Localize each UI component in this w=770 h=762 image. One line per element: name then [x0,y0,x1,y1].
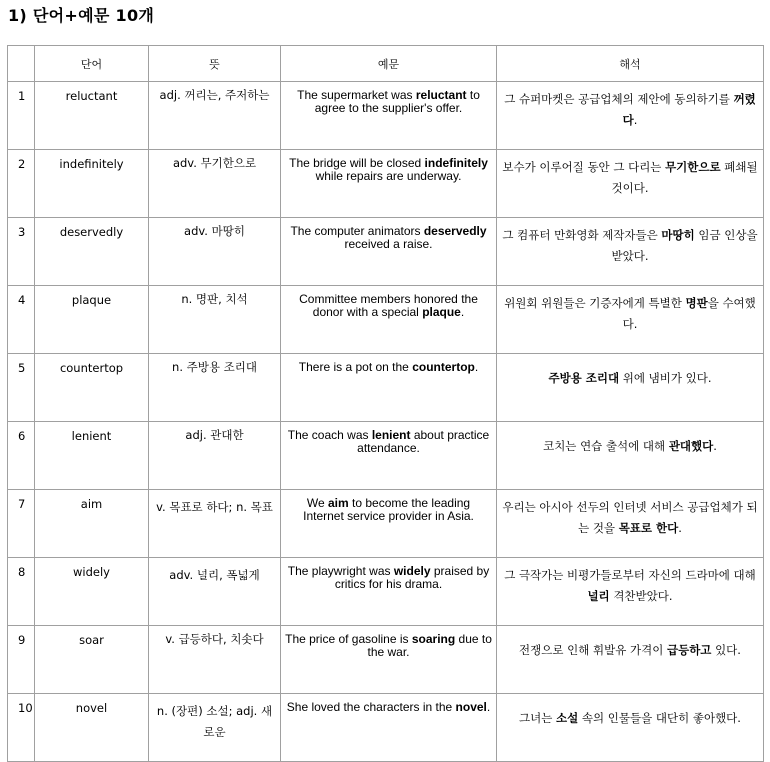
sentence-segment: 위원회 위원들은 기증자에게 특별한 [504,296,686,310]
meaning-text: adj. 관대한 [185,428,244,442]
sentence-segment: 그 극작가는 비평가들로부터 자신의 드라마에 대해 [504,568,756,582]
translation-cell [497,82,764,150]
row-number: 6 [8,422,35,490]
sentence-segment: while repairs are underway. [315,169,462,183]
header-word: 단어 [35,46,149,82]
meaning-cell [149,490,281,558]
sentence-segment: 코치는 연습 출석에 대해 [543,439,669,453]
highlighted-term: widely [393,564,431,578]
example-text [285,429,492,455]
example-text [285,701,492,714]
sentence-segment: 폐쇄될 것이다. [611,160,758,195]
sentence-segment: 우리는 아시아 선두의 인터넷 서비스 공급업체가 되는 것을 [502,500,758,535]
row-number: 2 [8,150,35,218]
translation-cell [497,218,764,286]
sentence-segment: about practice attendance. [357,428,490,455]
meaning-cell [149,286,281,354]
sentence-segment: . [486,700,491,714]
highlighted-term: 주방용 조리대 [548,371,620,385]
row-number: 10 [8,694,35,762]
header-meaning: 뜻 [149,46,281,82]
translation-text [501,89,759,131]
translation-text [501,708,759,729]
meaning-text: adv. 널리, 폭넓게 [169,568,260,582]
translation-cell [497,354,764,422]
example-cell [281,286,497,354]
word-text: lenient [71,429,112,443]
table-row [8,626,764,694]
meaning-text: n. 주방용 조리대 [172,360,257,374]
highlighted-term: 목표로 한다 [618,521,679,535]
example-text [285,361,492,374]
sentence-segment: 위에 냄비가 있다. [619,371,712,385]
highlighted-term: soaring [411,632,456,646]
example-text [285,89,492,115]
sentence-segment: The bridge will be closed [289,156,425,170]
translation-text [501,436,759,457]
sentence-segment: The playwright was [287,564,394,578]
word-text: widely [73,565,110,579]
meaning-text: v. 급등하다, 치솟다 [165,632,264,646]
sentence-segment: 격찬받았다. [609,589,673,603]
highlighted-term: reluctant [415,88,467,102]
word-cell [35,82,149,150]
word-cell [35,626,149,694]
meaning-cell [149,558,281,626]
meaning-cell [149,150,281,218]
translation-cell [497,422,764,490]
sentence-segment: received a raise. [344,237,433,251]
row-number: 3 [8,218,35,286]
meaning-cell [149,422,281,490]
translation-text [501,293,759,335]
sentence-segment: . [678,521,682,535]
sentence-segment: The coach was [287,428,372,442]
sentence-segment: . [474,360,479,374]
translation-cell [497,490,764,558]
highlighted-term: 소설 [556,711,579,725]
example-cell [281,354,497,422]
translation-text [501,157,759,199]
sentence-segment: The computer animators [290,224,424,238]
word-text: aim [80,497,103,511]
row-number: 1 [8,82,35,150]
word-cell [35,558,149,626]
word-cell [35,218,149,286]
sentence-segment: to become the leading Internet service provider in Asia. [303,496,474,523]
table-row [8,150,764,218]
word-text: novel [75,701,108,715]
highlighted-term: 급등하고 [666,643,712,657]
table-row [8,218,764,286]
row-number: 8 [8,558,35,626]
highlighted-term: 꺼렸다 [622,92,756,127]
word-cell [35,490,149,558]
highlighted-term: deservedly [423,224,487,238]
highlighted-term: countertop [412,360,475,374]
sentence-segment: We [306,496,328,510]
example-cell [281,558,497,626]
example-cell [281,626,497,694]
word-text: reluctant [65,89,118,103]
highlighted-term: 마땅히 [661,228,695,242]
translation-text [501,640,759,661]
example-text [285,497,492,523]
sentence-segment: . [460,305,465,319]
meaning-cell [149,82,281,150]
sentence-segment: There is a pot on the [298,360,413,374]
header-translation: 해석 [497,46,764,82]
highlighted-term: aim [328,496,349,510]
highlighted-term: novel [455,700,487,714]
word-text: soar [79,633,104,647]
table-header-row [8,46,764,82]
sentence-segment: 있다. [711,643,741,657]
vocabulary-table [7,45,764,762]
table-row [8,286,764,354]
example-cell [281,490,497,558]
row-number: 7 [8,490,35,558]
word-text: indefinitely [59,157,124,171]
word-cell [35,422,149,490]
sentence-segment: praised by critics for his drama. [334,564,490,591]
meaning-text: adv. 마땅히 [184,224,245,238]
meaning-cell [149,354,281,422]
translation-cell [497,626,764,694]
example-cell [281,694,497,762]
sentence-segment: . [633,113,638,127]
table-row [8,422,764,490]
sentence-segment: The supermarket was [297,88,416,102]
word-cell [35,286,149,354]
row-number: 4 [8,286,35,354]
word-cell [35,150,149,218]
highlighted-term: 명판 [685,296,708,310]
example-cell [281,218,497,286]
meaning-text: adv. 무기한으로 [172,156,257,170]
page-title: 1) 단어+예문 10개 [8,6,155,25]
meaning-cell [149,626,281,694]
translation-cell [497,558,764,626]
sentence-segment: 그녀는 [519,711,557,725]
example-cell [281,82,497,150]
translation-text [501,225,759,267]
sentence-segment: Committee members honored the donor with a special [299,292,478,319]
example-text [285,633,492,659]
translation-cell [497,150,764,218]
row-number: 5 [8,354,35,422]
header-no [8,46,35,82]
highlighted-term: 관대했다 [668,439,714,453]
sentence-segment: 그 컴퓨터 만화영화 제작자들은 [502,228,662,242]
meaning-cell [149,218,281,286]
row-number: 9 [8,626,35,694]
example-text [285,225,492,251]
meaning-text: n. (장편) 소설; adj. 새로운 [156,704,273,739]
word-text: deservedly [59,225,124,239]
table-row [8,694,764,762]
word-text: plaque [71,293,112,307]
sentence-segment: . [713,439,717,453]
sentence-segment: 보수가 이루어질 동안 그 다리는 [502,160,666,174]
translation-text [501,368,759,389]
sentence-segment: to agree to the supplier's offer. [314,88,480,115]
sentence-segment: 임금 인상을 받았다. [611,228,758,263]
sentence-segment: 그 슈퍼마켓은 공급업체의 제안에 동의하기를 [504,92,734,106]
word-cell [35,694,149,762]
word-cell [35,354,149,422]
translation-cell [497,694,764,762]
word-text: countertop [59,361,124,375]
meaning-cell [149,694,281,762]
table-row [8,82,764,150]
highlighted-term: 무기한으로 [665,160,721,174]
translation-cell [497,286,764,354]
table-body [8,82,764,762]
table-row [8,354,764,422]
example-text [285,157,492,183]
sentence-segment: The price of gasoline is [285,632,412,646]
highlighted-term: plaque [422,305,461,319]
highlighted-term: indefinitely [424,156,488,170]
meaning-text: v. 목표로 하다; n. 목표 [156,500,273,514]
meaning-text: adj. 꺼리는, 주저하는 [159,88,270,102]
sentence-segment: due to the war. [367,632,492,659]
header-example: 예문 [281,46,497,82]
example-text [285,565,492,591]
meaning-text: n. 명판, 치석 [181,292,248,306]
example-text [285,293,492,319]
highlighted-term: 널리 [587,589,610,603]
table-row [8,558,764,626]
translation-text [501,565,759,607]
sentence-segment: 속의 인물들을 대단히 좋아했다. [578,711,741,725]
translation-text [501,497,759,539]
sentence-segment: 전쟁으로 인해 휘발유 가격이 [519,643,667,657]
example-cell [281,422,497,490]
highlighted-term: lenient [371,428,411,442]
sentence-segment: 을 수여했다. [622,296,756,331]
example-cell [281,150,497,218]
sentence-segment: She loved the characters in the [286,700,456,714]
table-row [8,490,764,558]
